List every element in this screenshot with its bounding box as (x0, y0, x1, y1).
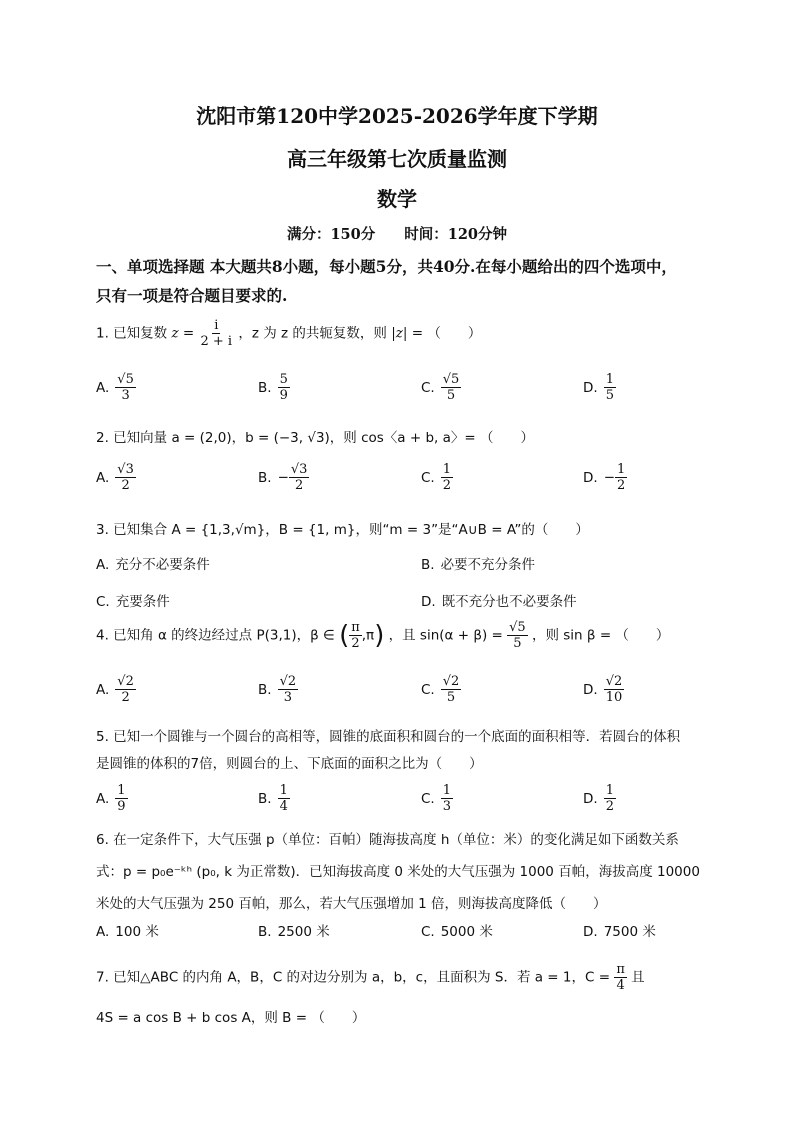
q5-option-c (421, 783, 453, 814)
option-fraction (115, 462, 136, 493)
question-2-stem: 2. 已知向量 a = (2,0)，b = (−3, √3)，则 cos〈a + b, a〉= （ ） (96, 430, 535, 446)
option-num: 1 (617, 462, 626, 477)
q1-frac-num: i (214, 318, 219, 333)
exam-subtitle: 高三年级第七次质量监测 (287, 147, 507, 171)
option-num: √5 (117, 372, 134, 387)
option-num: √3 (290, 462, 308, 477)
option-den: 3 (442, 799, 451, 814)
q6-option-d (583, 920, 656, 940)
q2-option-a (96, 462, 136, 493)
q4-left-paren: ( (339, 620, 350, 651)
q5-option-d (583, 783, 616, 814)
question-7-stem-line1 (96, 962, 645, 993)
option-fraction (441, 462, 453, 493)
option-label: A. (96, 790, 110, 807)
q4-part2: ，且 sin(α + β) = (388, 627, 503, 644)
q1-abs: |z| = (391, 325, 424, 342)
exam-title: 沈阳市第120中学2025-2026学年度下学期 (196, 104, 598, 128)
option-label: C. (421, 924, 435, 940)
option-fraction (115, 674, 136, 705)
option-fraction (278, 372, 290, 403)
option-label: C. (421, 681, 435, 698)
option-den: 2 (617, 478, 626, 493)
option-den: 2 (605, 799, 614, 814)
q4-int-num: π (351, 620, 360, 635)
option-num: √2 (442, 674, 460, 689)
option-den: 3 (283, 690, 292, 705)
q3-option-a (96, 553, 210, 573)
q2-option-c (421, 462, 453, 493)
q4-option-c (421, 674, 461, 705)
option-label: A. (96, 469, 110, 486)
option-den: 3 (121, 388, 130, 403)
q3-option-c (96, 590, 170, 610)
option-num: 1 (605, 372, 614, 387)
option-fraction (604, 372, 616, 403)
q6-option-b (258, 920, 330, 940)
option-label: B. (421, 557, 435, 573)
q4-rhs-fraction (507, 620, 528, 651)
option-label: C. (421, 469, 435, 486)
option-label: D. (583, 379, 598, 396)
option-den: 10 (605, 690, 623, 705)
question-5-stem-line1: 5. 已知一个圆锥与一个圆台的高相等，圆锥的底面积和圆台的一个底面的面积相等．若圆台的体积 (96, 729, 681, 745)
option-num: √2 (279, 674, 297, 689)
option-label: C. (96, 594, 110, 610)
option-num: 1 (117, 783, 126, 798)
option-label: B. (258, 379, 272, 396)
q1-option-c (421, 372, 461, 403)
q7-line1b: 且 (631, 969, 645, 986)
q3-option-d (421, 590, 577, 610)
option-fraction (615, 462, 627, 493)
q7-c-fraction (614, 962, 627, 993)
exam-subject: 数学 (377, 187, 417, 211)
option-label: D. (583, 924, 598, 940)
question-6-stem-line2: 式：p = p₀e⁻ᵏʰ (p₀, k 为正常数)．已知海拔高度 0 米处的大气压强为 1000 百帕，海拔高度 10000 (96, 864, 700, 880)
option-label: D. (583, 790, 598, 807)
option-label: D. (421, 594, 436, 610)
option-sign: − (277, 469, 289, 486)
option-fraction (604, 674, 625, 705)
option-text: 5000 米 (440, 924, 493, 940)
option-fraction (441, 783, 453, 814)
option-den: 4 (279, 799, 288, 814)
option-fraction (441, 674, 462, 705)
q4-option-b (258, 674, 298, 705)
option-den: 5 (446, 690, 456, 705)
option-fraction (441, 372, 462, 403)
option-den: 5 (446, 388, 456, 403)
q4-part3: ，则 sin β = （ ） (531, 627, 670, 644)
option-label: B. (258, 469, 272, 486)
question-3-stem: 3. 已知集合 A = {1,3,√m}，B = {1, m}，则“m = 3”是“A∪B = A”的（ ） (96, 522, 589, 538)
option-den: 2 (121, 690, 130, 705)
option-label: B. (258, 681, 272, 698)
option-num: 5 (279, 372, 288, 387)
option-text: 100 米 (115, 924, 159, 940)
q4-int-den: 2 (351, 636, 360, 651)
q1-prefix: 1. 已知复数 (96, 325, 168, 342)
q2-option-b (258, 462, 309, 493)
option-fraction (604, 783, 616, 814)
option-label: C. (421, 790, 435, 807)
option-text: 7500 米 (603, 924, 656, 940)
q7-c-den: 4 (616, 978, 625, 993)
q3-option-b (421, 553, 535, 573)
option-text: 必要不充分条件 (440, 557, 536, 573)
q1-fraction (198, 318, 234, 349)
q6-option-c (421, 920, 493, 940)
option-label: A. (96, 379, 110, 396)
option-text: 既不充分也不必要条件 (441, 594, 577, 610)
option-den: 2 (295, 478, 304, 493)
section-heading: 一、单项选择题 本大题共8小题，每小题5分，共40分.在每小题给出的四个选项中， (96, 257, 677, 276)
option-num: 1 (442, 783, 451, 798)
q7-c-num: π (616, 962, 625, 977)
option-label: A. (96, 924, 110, 940)
option-num: √5 (442, 372, 460, 387)
option-label: D. (583, 681, 598, 698)
option-label: B. (258, 790, 272, 807)
option-fraction (115, 372, 136, 403)
q5-option-b (258, 783, 290, 814)
option-num: 1 (605, 783, 614, 798)
section-heading-cont: 只有一项是符合题目要求的. (96, 286, 288, 305)
q5-option-a (96, 783, 128, 814)
q1-mid: ，z 为 z 的共轭复数，则 (238, 325, 387, 342)
option-label: B. (258, 924, 272, 940)
q2-option-d (583, 462, 627, 493)
score-time: 满分：150分 时间：120分钟 (286, 226, 508, 243)
option-text: 充分不必要条件 (115, 557, 210, 573)
q4-part1: 4. 已知角 α 的终边经过点 P(3,1)，β ∈ (96, 627, 335, 644)
option-text: 2500 米 (277, 924, 330, 940)
question-6-stem-line1: 6. 在一定条件下，大气压强 p（单位：百帕）随海拔高度 h（单位：米）的变化满足如下函数关系 (96, 832, 679, 848)
q4-right-paren: ) (374, 620, 385, 651)
option-den: 5 (605, 388, 614, 403)
q4-rhs-den: 5 (513, 636, 522, 651)
option-num: √2 (605, 674, 623, 689)
question-1-stem (96, 318, 481, 349)
q6-option-a (96, 920, 159, 940)
q4-option-d (583, 674, 624, 705)
option-label: A. (96, 681, 110, 698)
option-fraction (278, 674, 299, 705)
option-num: 1 (279, 783, 288, 798)
question-6-stem-line3: 米处的大气压强为 250 百帕，那么，若大气压强增加 1 倍，则海拔高度降低（ ） (96, 896, 607, 912)
option-label: A. (96, 557, 110, 573)
q4-rhs-num: √5 (509, 620, 526, 635)
option-fraction (115, 783, 127, 814)
option-den: 9 (117, 799, 126, 814)
option-num: 1 (442, 462, 451, 477)
option-fraction (289, 462, 310, 493)
q1-option-b (258, 372, 290, 403)
option-den: 2 (442, 478, 451, 493)
option-den: 2 (121, 478, 130, 493)
q1-frac-den: 2 + i (200, 334, 233, 349)
q1-z-eq: z = (171, 325, 195, 342)
option-sign: − (603, 469, 615, 486)
q1-option-a (96, 372, 136, 403)
option-den: 9 (279, 388, 288, 403)
q1-tail: （ ） (427, 325, 482, 342)
question-7-stem-line2: 4S = a cos B + b cos A，则 B = （ ） (96, 1010, 366, 1026)
question-5-stem-line2: 是圆锥的体积的7倍，则圆台的上、下底面的面积之比为（ ） (96, 756, 483, 772)
option-text: 充要条件 (115, 594, 170, 610)
q4-option-a (96, 674, 136, 705)
option-label: D. (583, 469, 598, 486)
option-label: C. (421, 379, 435, 396)
q4-interval-fraction (349, 620, 362, 651)
option-num: √2 (117, 674, 134, 689)
q1-option-d (583, 372, 616, 403)
option-fraction (278, 783, 290, 814)
option-num: √3 (117, 462, 134, 477)
q4-int-right: ,π (361, 627, 375, 644)
question-4-stem (96, 620, 669, 651)
q7-line1a: 7. 已知△ABC 的内角 A，B，C 的对边分别为 a，b，c，且面积为 S．若 a = 1，C = (96, 969, 611, 986)
